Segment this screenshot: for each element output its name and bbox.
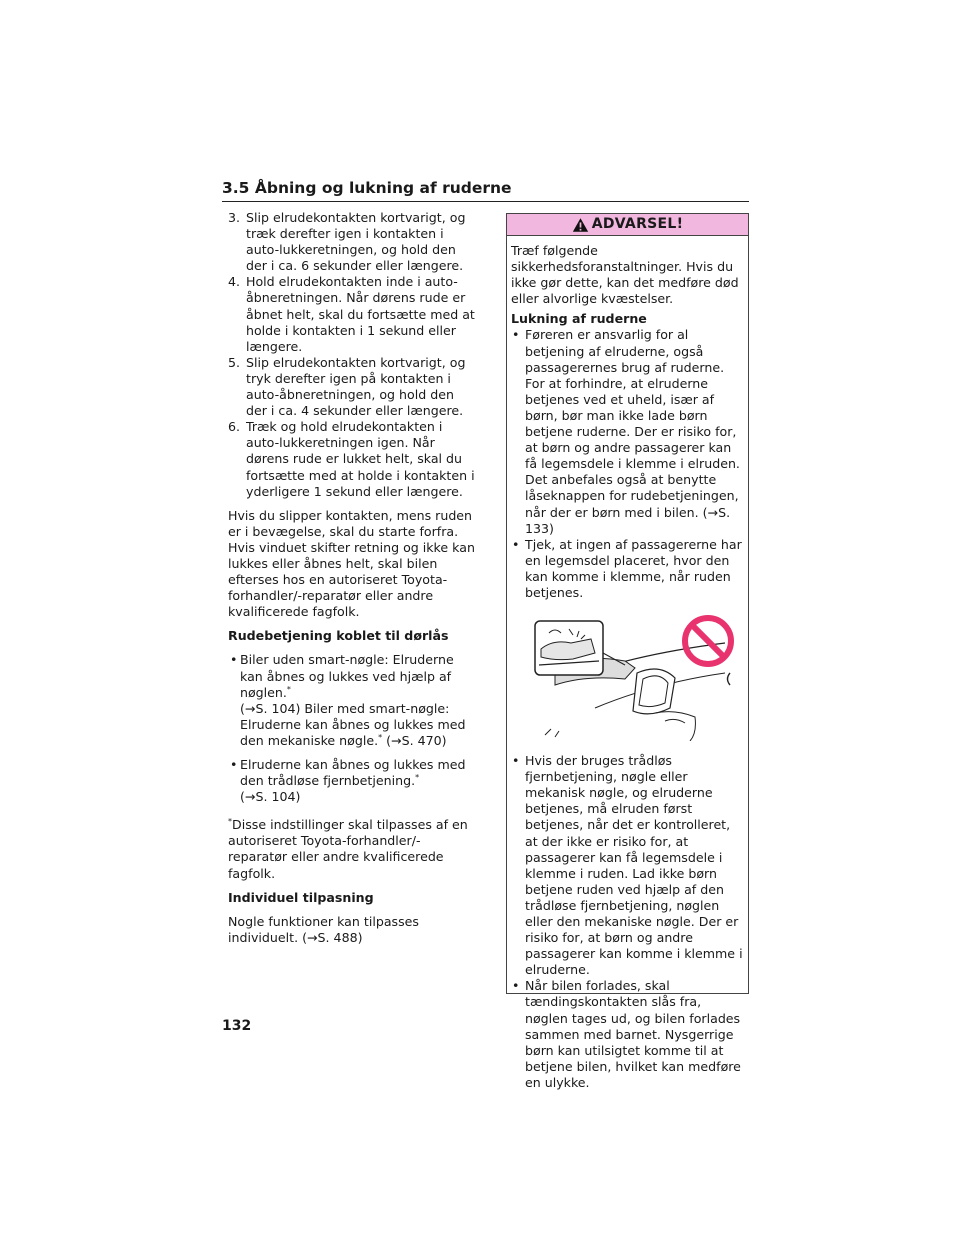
door-lock-heading: Rudebetjening koblet til dørlås [228,628,449,644]
warning-header [507,214,748,236]
warning-intro: Træf følgende sikkerhedsforanstaltninger. Hvis du ikke gør dette, kan det medføre død eller alvorlige kvæstelser. [511,243,739,307]
page-reference[interactable]: (→S. 104) [240,789,301,805]
step-4 [228,274,478,354]
individual-heading: Individuel tilpasning [228,889,374,905]
step-text: Slip elrudekontakten kortvarigt, og tryk derefter igen på kontakten i auto-åbneretningen, og hold den der i ca. 4 sekunder eller længere. [246,354,466,419]
footnote-text: Disse indstillinger skal tilpasses af en autoriseret Toyota-forhandler/-reparatør eller andre kvalificerede fagfolk. [228,817,468,881]
left-column [228,210,478,946]
footnote-marker: * [415,772,420,782]
individual-text: Nogle funktioner kan tilpasses individuelt. (→S. 488) [228,913,419,945]
step-text: Træk og hold elrudekontakten i auto-lukkeretningen igen. Når dørens rude er lukket helt, skal du fortsætte med at holde i kontakten i yderligere 1 sekund eller længere. [246,419,475,499]
page-reference[interactable]: (→S. 470) [382,732,447,748]
step-3 [228,210,478,274]
bullet-text: Elruderne kan åbnes og lukkes med den trådløse fjernbetjening. [240,757,466,789]
step-text: Slip elrudekontakten kortvarigt, og træk derefter igen i kontakten i auto-lukkeretningen, og hold den der i ca. 6 sekunder eller længere. [246,210,466,274]
warning-bullet: • Når bilen forlades, skal tændingskontakten slås fra, nøglen tages ud, og bilen forlades sammen med barnet. Nysgerrige børn kan utilsigtet komme til at betjene bilen, hvilket kan medføre en ulykke. [511,978,744,1091]
page-number: 132 [222,1018,252,1034]
step-text: Hold elrudekontakten inde i auto-åbneretningen. Når dørens rude er åbnet helt, skal du fortsætte med at holde i kontakten i 1 sekund eller længere. [246,274,475,354]
step-5 [228,355,478,419]
warning-bullet: • Hvis der bruges trådløs fjernbetjening, nøgle eller mekanisk nøgle, og elruderne betjenes, må elruden først betjenes, når det er kontrolleret, at der ikke er risiko for, at passagerer kan få legemsdele i klemme i ruden. Lad ikke børn betjene ruden ved hjælp af den trådløse fjernbetjening, nøglen eller den mekaniske nøgle. Der er risiko for, at børn og andre passagerer kan komme i klemme i elruderne. [511,753,744,978]
bullet-text: Biler uden smart-nøgle: Elruderne kan åbnes og lukkes ved hjælp af nøglen. [240,652,454,700]
footnote-marker: * [286,684,291,694]
warning-title: ADVARSEL! [591,216,684,233]
reset-paragraph: Hvis du slipper kontakten, mens ruden er i bevægelse, skal du starte forfra. Hvis vinduet skifter retning og ikke kan lukkes eller åbnes helt, skal bilen efterses hos en autoriseret Toyota-forhandler/-reparatør eller andre kvalificerede fagfolk. [228,507,475,620]
warning-bullet: • Føreren er ansvarlig for al betjening af elruderne, også passagerernes brug af ruderne. For at forhindre, at elruderne betjenes ved et uheld, især af børn, bør man ikke lade børn betjene ruderne. Der er risiko for, at børn og andre passagerer kan få legemsdele i klemme i elruden. Det anbefales også at benytte låseknappen for rudebetjeningen, når der er børn med i bilen. (→S. 133) [511,327,744,536]
bullet-text: (→S. 104) Biler med smart-nøgle: Elruderne kan åbnes og lukkes med den mekaniske nøgle. [240,700,466,748]
door-lock-bullet-1 [228,652,478,749]
step-6 [228,419,478,499]
step-number: 3 . [228,210,240,226]
section-title: 3.5 Åbning og lukning af ruderne [222,178,749,202]
warning-bullet: • Tjek, at ingen af passagererne har en legemsdel placeret, hvor den kan komme i klemme, når ruden betjenes. [511,537,744,601]
footnote [228,817,478,881]
warning-box [506,213,749,1090]
warning-body [507,236,748,1091]
step-number: 4 . [228,274,240,290]
step-number: 6 . [228,419,240,435]
door-lock-bullet-2 [228,757,478,805]
warning-triangle-icon [572,217,589,233]
warning-subheading: Lukning af ruderne [511,311,647,327]
footnote-marker: * [228,817,232,827]
step-number: 5 . [228,355,240,371]
footnote-marker: * [378,732,383,742]
window-pinch-illustration [525,613,743,741]
